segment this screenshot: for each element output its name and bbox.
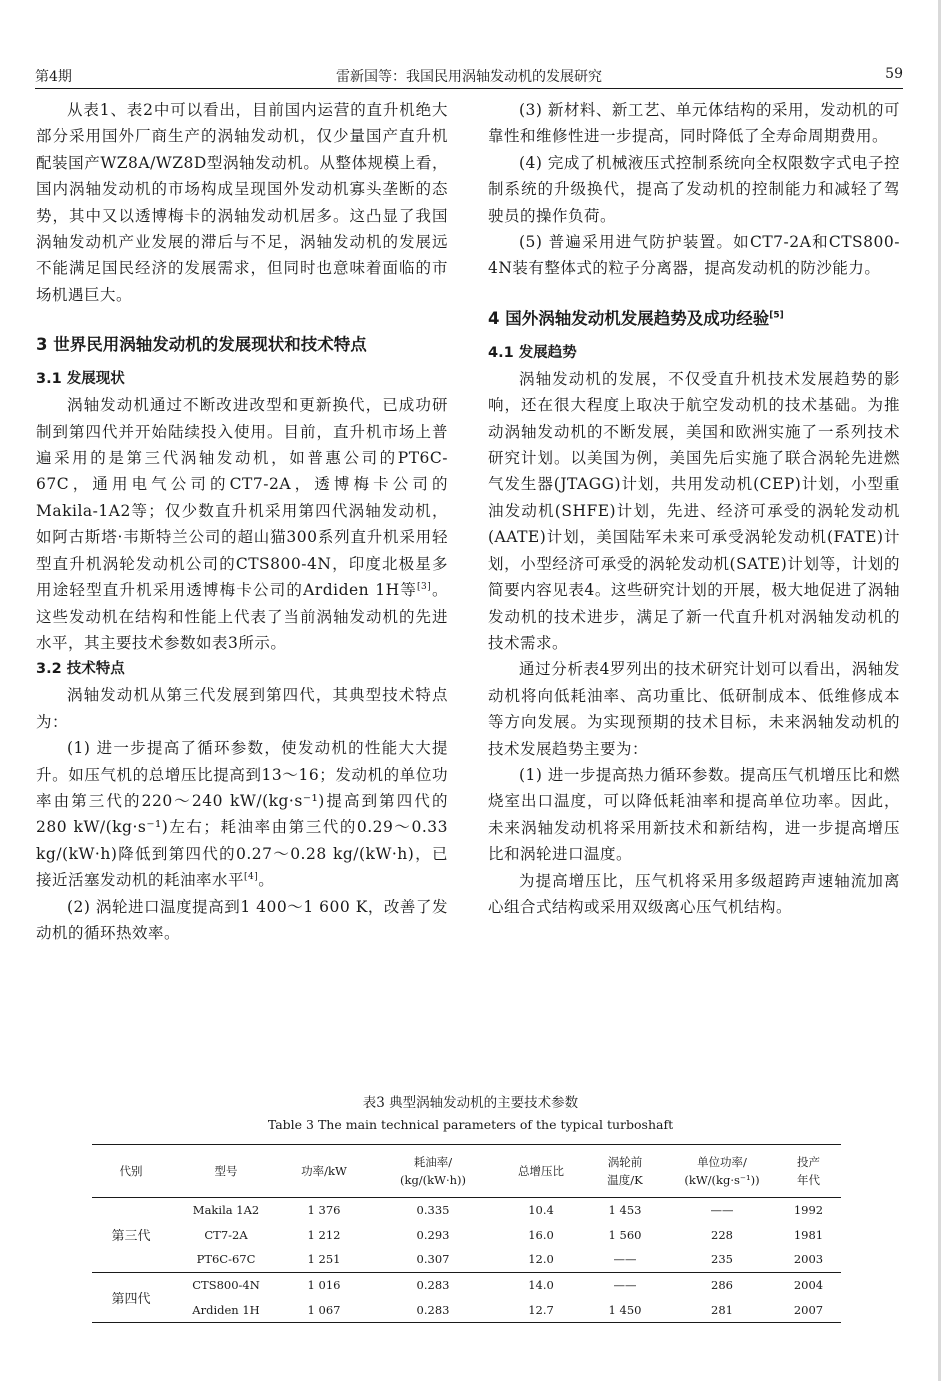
cell-model: CTS800-4N [170,1272,282,1297]
table-row [92,1223,841,1248]
header-line: 涡轮前 [607,1155,643,1169]
cell-pressure-ratio: 12.0 [528,1252,554,1267]
subsection-4-1-title: 4.1 发展趋势 [488,344,577,361]
feature-item-3: (3) 新材料、新工艺、单元体结构的采用，发动机的可靠性和维修性进一步提高，同时降低了全寿命周期费用。 [488,101,900,146]
table-header-row [92,1145,841,1198]
header-year [776,1145,841,1198]
section-4-title [488,306,900,332]
table-row [92,1247,841,1272]
header-model: 型号 [170,1145,282,1198]
subsection-4-1-paragraph-4: 为提高增压比，压气机将采用多级超跨声速轴流加离心组合式结构或采用双级离心压气机结构。 [488,871,900,916]
cell-turbine-temp: —— [613,1252,637,1267]
left-column [36,97,448,946]
paragraph-text: 。 [258,871,275,890]
header-sfc [366,1145,500,1198]
header-line: 温度/K [607,1173,643,1187]
page-number: 59 [885,66,903,82]
cell-model: Makila 1A2 [192,1203,260,1218]
cell-year: 1981 [793,1227,824,1242]
cell-power: 1 251 [307,1252,341,1267]
cell-turbine-temp: 1 560 [608,1227,642,1242]
paragraph-text: 涡轴发动机通过不断改进改型和更新换代，已成功研制到第四代并开始陆续投入使用。目前，直升机市场上普遍采用的是第三代涡轴发动机，如普惠公司的PT6C-67C，通用电气公司的CT7-2A，透博梅卡公司的Makila-1A2等；仅少数直升机采用第四代涡轴发动机，如阿古斯塔·韦斯特兰公司的超山猫300系列直升机采用轻型直升机涡轮发动机公司的CTS800-4N，印度北极星多用途轻型直升机采用透博梅卡公司的Ardiden 1H等 [36,396,448,600]
citation-ref: [4] [244,872,259,882]
subsection-3-2-title: 3.2 技术特点 [36,661,125,678]
subsection-4-1-paragraph-1: 涡轴发动机的发展，不仅受直升机技术发展趋势的影响，还在很大程度上取决于航空发动机的技术基础。为推动涡轴发动机的不断发展，美国和欧洲实施了一系列技术研究计划。以美国为例，美国先后实施了联合涡轮先进燃气发生器(JTAGG)计划，共用发动机(CEP)计划，小型重油发动机(SHFE)计划，先进、经济可承受的涡轮发动机(AATE)计划，美国陆军未来可承受涡轮发动机(FATE)计划，小型经济可承受的涡轮发动机(SATE)计划等，计划的简要内容见表4。这些研究计划的开展，极大地促进了涡轴发动机的技术进步，满足了新一代直升机对涡轴发动机的技术需求。 [488,369,900,652]
section-3-title: 3 世界民用涡轴发动机的发展现状和技术特点 [36,335,367,355]
cell-pressure-ratio: 10.4 [528,1203,554,1218]
cell-power: 1 016 [282,1272,366,1297]
header-line: 年代 [797,1173,820,1187]
cell-sfc: 0.335 [416,1203,450,1218]
feature-item-2: (2) 涡轮进口温度提高到1 400～1 600 K，改善了发动机的循环热效率。 [36,897,448,942]
header-turbine-temp [582,1145,668,1198]
header-power: 功率/kW [282,1145,366,1198]
engine-parameters-table [92,1144,841,1323]
header-line: (kg/(kW·h)) [399,1173,466,1187]
cell-year: 2003 [793,1252,824,1267]
cell-turbine-temp: 1 450 [582,1297,668,1322]
cell-pressure-ratio: 16.0 [528,1227,554,1242]
citation-ref: [5] [769,310,784,321]
header-specific-power [668,1145,776,1198]
paragraph-text: (1) 进一步提高了循环参数，使发动机的性能大大提升。如压气机的总增压比提高到13～16；发动机的单位功率由第三代的220～240 kW/(kg·s⁻¹)提高到第四代的280 kW/(kg·s⁻¹)左右；耗油率由第三代的0.29～0.33 kg/(kW·h)降低到第四代的0.27～0.28 kg/(kW·h)，已接近活塞发动机的耗油率水平 [36,739,448,890]
header-line: (kW/(kg·s⁻¹)) [684,1173,760,1187]
cell-sfc: 0.283 [366,1297,500,1322]
table-row [92,1198,841,1223]
cell-sfc: 0.283 [366,1272,500,1297]
header-line: 耗油率/ [413,1155,453,1169]
cell-year: 1992 [793,1203,824,1218]
header-line: 投产 [797,1155,820,1169]
generation-cell: 第三代 [111,1229,151,1245]
cell-sfc: 0.293 [416,1227,450,1242]
running-title: 雷新国等：我国民用涡轴发动机的发展研究 [336,69,602,85]
cell-specific-power: 235 [711,1252,733,1267]
cell-sfc: 0.307 [416,1252,450,1267]
running-header [35,62,903,89]
section-title-text: 4 国外涡轴发动机发展趋势及成功经验 [488,308,770,328]
table-row [92,1272,841,1297]
feature-item-5: (5) 普遍采用进气防护装置。如CT7-2A和CTS800-4N装有整体式的粒子分离器，提高发动机的防沙能力。 [488,233,900,278]
cell-turbine-temp: —— [582,1272,668,1297]
table-caption-cn: 表3 典型涡轴发动机的主要技术参数 [362,1095,579,1111]
trend-item-1: (1) 进一步提高热力循环参数。提高压气机增压比和燃烧室出口温度，可以降低耗油率和提高单位功率。因此，未来涡轴发动机将采用新技术和新结构，进一步提高增压比和涡轮进口温度。 [488,765,900,864]
cell-power: 1 212 [307,1227,341,1242]
subsection-3-1-title: 3.1 发展现状 [36,371,125,388]
generation-cell: 第四代 [92,1272,170,1322]
cell-turbine-temp: 1 453 [608,1203,642,1218]
subsection-3-1-paragraph [36,392,448,656]
header-generation: 代别 [92,1145,170,1198]
cell-pressure-ratio: 14.0 [500,1272,582,1297]
feature-item-4: (4) 完成了机械液压式控制系统向全权限数字式电子控制系统的升级换代，提高了发动机的控制能力和减轻了驾驶员的操作负荷。 [488,153,900,225]
intro-paragraph: 从表1、表2中可以看出，目前国内运营的直升机绝大部分采用国外厂商生产的涡轴发动机，仅少量国产直升机配装国产WZ8A/WZ8D型涡轴发动机。从整体规模上看，国内涡轴发动机的市场构成呈现国外发动机寡头垄断的态势，其中又以透博梅卡的涡轴发动机居多。这凸显了我国涡轴发动机产业发展的滞后与不足，涡轴发动机的发展远不能满足国民经济的发展需求，但同时也意味着面临的市场机遇巨大。 [36,101,448,304]
cell-pressure-ratio: 12.7 [500,1297,582,1322]
header-pressure-ratio: 总增压比 [500,1145,582,1198]
table-row [92,1297,841,1322]
paragraph-text: 。这些发动机在结构和性能上代表了当前涡轴发动机的先进水平，其主要技术参数如表3所示。 [36,581,448,652]
cell-year: 2004 [776,1272,841,1297]
right-column [488,97,900,920]
cell-year: 2007 [776,1297,841,1322]
header-line: 单位功率/ [697,1155,747,1169]
cell-model: Ardiden 1H [170,1297,282,1322]
cell-power: 1 067 [282,1297,366,1322]
cell-specific-power: —— [710,1203,734,1218]
cell-power: 1 376 [307,1203,341,1218]
cell-specific-power: 228 [711,1227,733,1242]
feature-item-1 [36,735,448,893]
table-caption-en: Table 3 The main technical parameters of the typical turboshaft [267,1117,674,1132]
subsection-4-1-paragraph-2: 通过分析表4罗列出的技术研究计划可以看出，涡轴发动机将向低耗油率、高功重比、低研制成本、低维修成本等方向发展。为实现预期的技术目标，未来涡轴发动机的技术发展趋势主要为： [488,660,900,758]
issue-number: 第4期 [35,69,72,85]
cell-specific-power: 281 [668,1297,776,1322]
subsection-3-2-paragraph: 涡轴发动机从第三代发展到第四代，其典型技术特点为： [36,686,448,731]
cell-model: PT6C-67C [196,1252,256,1267]
cell-model: CT7-2A [204,1227,248,1242]
cell-specific-power: 286 [668,1272,776,1297]
citation-ref: [3] [417,581,432,592]
